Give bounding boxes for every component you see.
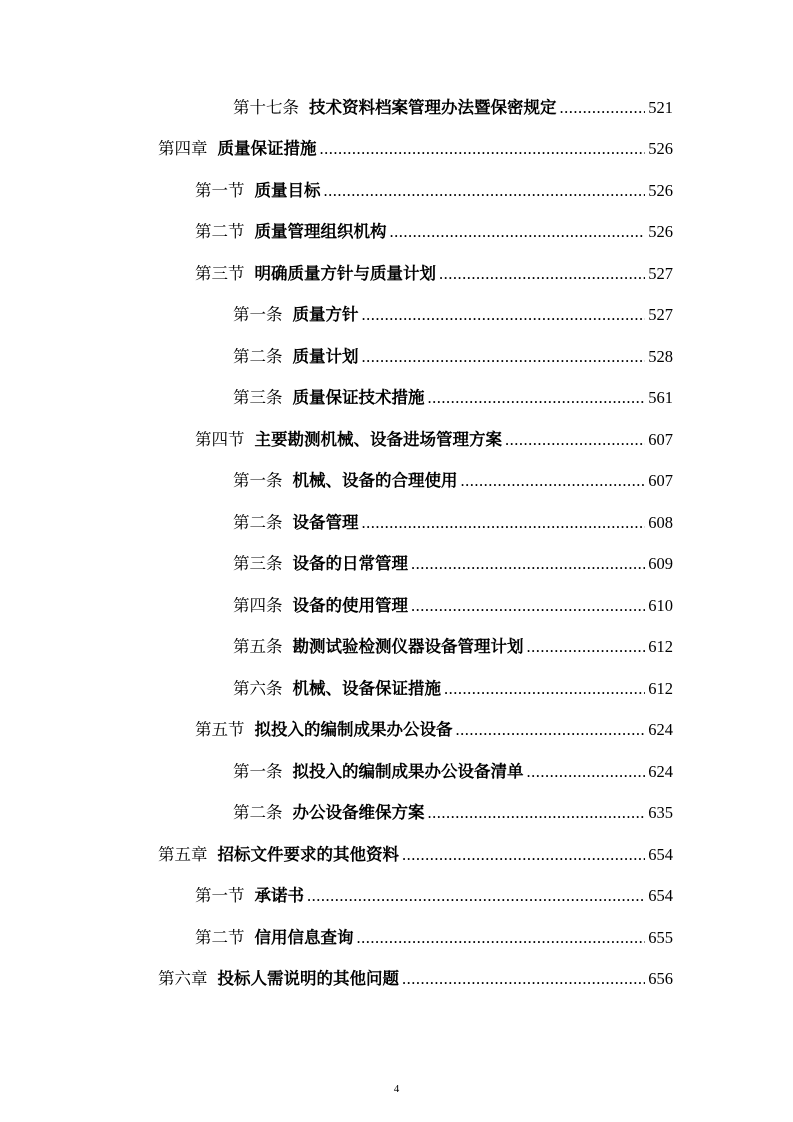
dot-leader [444,677,645,701]
toc-entry-page: 526 [648,222,673,241]
toc-entry-page: 527 [648,305,673,324]
toc-entry-page: 612 [648,679,673,698]
toc-entry[interactable] [158,967,673,991]
toc-entry-title: 质量保证技术措施 [292,388,425,407]
toc-entry-title: 设备的使用管理 [292,596,408,615]
toc-entry-page: 654 [648,845,673,864]
toc-entry-page: 624 [648,762,673,781]
toc-entry-title: 质量保证措施 [217,139,317,158]
dot-leader [324,179,646,203]
toc-entry-number: 第一条 [233,471,283,490]
toc-entry-page: 610 [648,596,673,615]
dot-leader [428,801,646,825]
toc-entry-page: 635 [648,803,673,822]
dot-leader [402,967,645,991]
toc-entry-title: 机械、设备保证措施 [292,679,441,698]
toc-entry-title: 信用信息查询 [254,928,354,947]
toc-entry[interactable] [233,511,673,535]
toc-entry-title: 招标文件要求的其他资料 [217,845,399,864]
toc-entry-number: 第四章 [158,139,208,158]
toc-entry-page: 612 [648,637,673,656]
dot-leader [411,594,645,618]
toc-entry-title: 质量管理组织机构 [254,222,387,241]
toc-entry-page: 655 [648,928,673,947]
toc-entry-number: 第二节 [195,928,245,947]
toc-entry-title: 机械、设备的合理使用 [292,471,458,490]
toc-entry-title: 办公设备维保方案 [292,803,425,822]
dot-leader [527,635,646,659]
toc-entry-title: 技术资料档案管理办法暨保密规定 [309,98,557,117]
toc-entry[interactable] [195,262,673,286]
toc-entry[interactable] [233,469,673,493]
toc-entry-page: 656 [648,969,673,988]
toc-entry[interactable] [233,635,673,659]
toc-entry-page: 607 [648,430,673,449]
toc-entry[interactable] [233,801,673,825]
toc-entry[interactable] [233,386,673,410]
toc-entry[interactable] [195,884,673,908]
dot-leader [362,303,646,327]
dot-leader [527,760,646,784]
toc-entry-page: 528 [648,347,673,366]
toc-entry-title: 明确质量方针与质量计划 [254,264,436,283]
toc-entry[interactable] [233,594,673,618]
toc-entry-number: 第一条 [233,305,283,324]
toc-entry-title: 主要勘测机械、设备进场管理方案 [254,430,502,449]
dot-leader [560,96,646,120]
toc-entry-title: 设备管理 [292,513,359,532]
dot-leader [428,386,646,410]
toc-entry-title: 拟投入的编制成果办公设备清单 [292,762,524,781]
toc-entry[interactable] [233,345,673,369]
toc-entry-number: 第二条 [233,347,283,366]
dot-leader [439,262,645,286]
toc-entry[interactable] [158,137,673,161]
toc-entry-number: 第三节 [195,264,245,283]
toc-entry-number: 第四条 [233,596,283,615]
toc-entry[interactable] [233,552,673,576]
toc-entry-number: 第二条 [233,513,283,532]
toc-entry-page: 607 [648,471,673,490]
toc-entry-title: 勘测试验检测仪器设备管理计划 [292,637,524,656]
dot-leader [390,220,646,244]
dot-leader [505,428,645,452]
toc-entry[interactable] [195,220,673,244]
toc-entry-page: 624 [648,720,673,739]
toc-entry-number: 第五节 [195,720,245,739]
dot-leader [362,345,646,369]
page-number: 4 [393,1083,400,1095]
dot-leader [362,511,646,535]
dot-leader [411,552,645,576]
toc-entry[interactable] [195,428,673,452]
dot-leader [357,926,646,950]
toc-entry-number: 第一节 [195,886,245,905]
toc-entry-number: 第六章 [158,969,208,988]
toc-entry-number: 第三条 [233,388,283,407]
toc-entry-number: 第十七条 [233,98,299,117]
toc-entry-page: 561 [648,388,673,407]
toc-entry[interactable] [233,303,673,327]
dot-leader [461,469,646,493]
toc-entry-title: 质量方针 [292,305,359,324]
toc-entry[interactable] [195,926,673,950]
toc-entry-number: 第六条 [233,679,283,698]
toc-entry-number: 第五章 [158,845,208,864]
toc-entry-number: 第五条 [233,637,283,656]
toc-entry-number: 第三条 [233,554,283,573]
toc-entry-page: 526 [648,181,673,200]
toc-entry[interactable] [233,760,673,784]
toc-entry-page: 609 [648,554,673,573]
toc-entry-title: 投标人需说明的其他问题 [217,969,399,988]
toc-entry[interactable] [233,96,673,120]
toc-entry[interactable] [195,179,673,203]
toc-entry-title: 质量计划 [292,347,359,366]
toc-entry-title: 承诺书 [254,886,304,905]
toc-entry-page: 526 [648,139,673,158]
toc-entry-title: 质量目标 [254,181,321,200]
toc-entry-page: 654 [648,886,673,905]
toc-entry-number: 第一节 [195,181,245,200]
toc-entry-number: 第二条 [233,803,283,822]
toc-entry-page: 527 [648,264,673,283]
dot-leader [307,884,645,908]
toc-entry-page: 521 [648,98,673,117]
dot-leader [456,718,646,742]
toc-entry-number: 第一条 [233,762,283,781]
toc-entry-number: 第四节 [195,430,245,449]
toc-entry[interactable] [233,677,673,701]
toc-entry-page: 608 [648,513,673,532]
dot-leader [320,137,646,161]
dot-leader [402,843,645,867]
toc-entry[interactable] [195,718,673,742]
toc-entry-number: 第二节 [195,222,245,241]
toc-entry[interactable] [158,843,673,867]
toc-entry-title: 设备的日常管理 [292,554,408,573]
toc-entry-title: 拟投入的编制成果办公设备 [254,720,453,739]
